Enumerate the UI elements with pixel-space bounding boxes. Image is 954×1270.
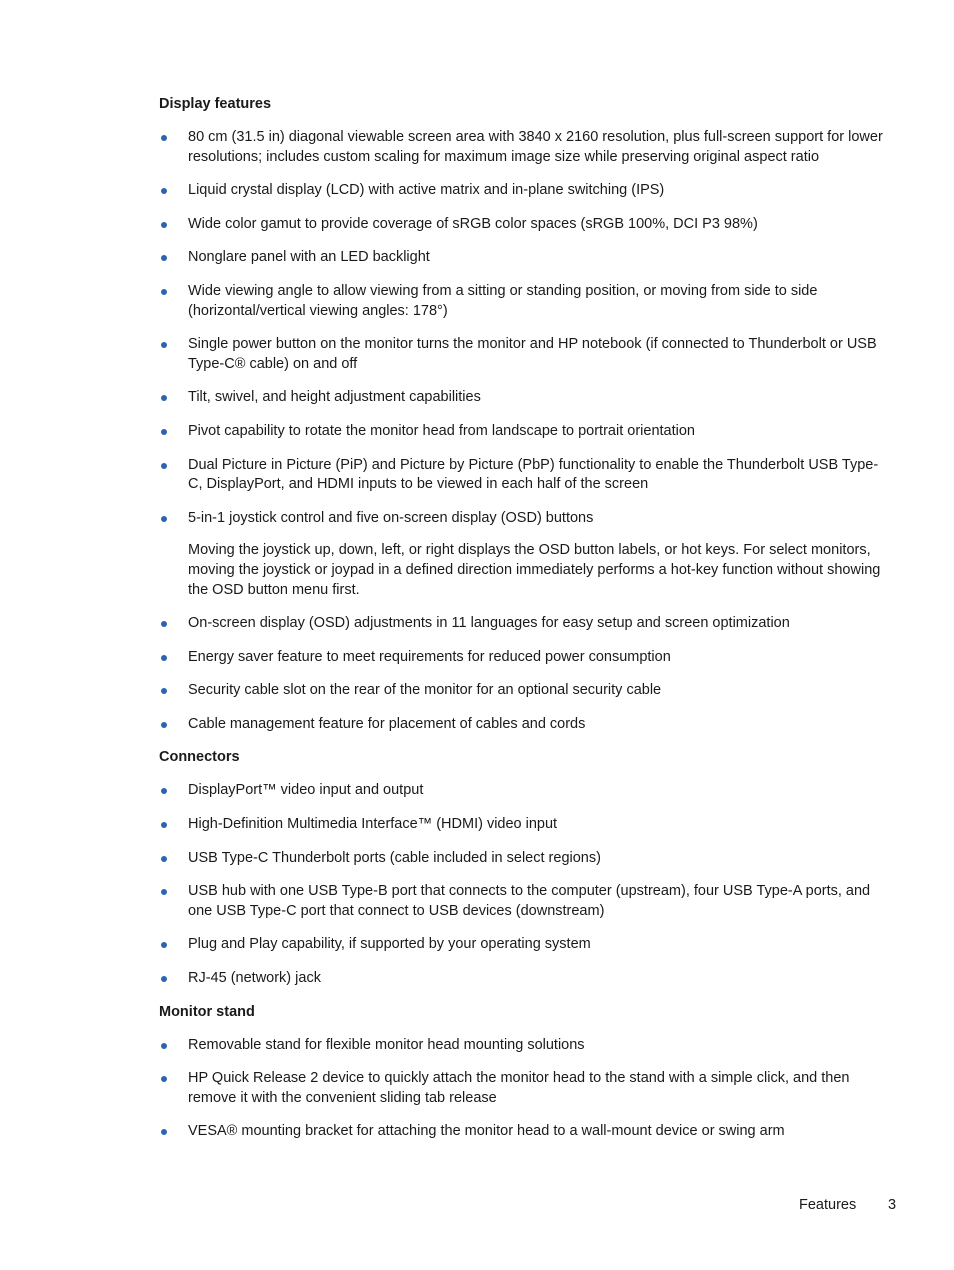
list-item [159, 1036, 889, 1056]
list-item [159, 181, 889, 201]
list-item-text: Energy saver feature to meet requirements for reduced power consumption [188, 648, 671, 665]
bullet-icon [161, 942, 167, 948]
bullet-icon [161, 429, 167, 435]
list-item [159, 128, 889, 167]
list-item-text: Security cable slot on the rear of the monitor for an optional security cable [188, 682, 662, 699]
section-heading: Monitor stand [159, 1003, 255, 1020]
list-item-text: Wide color gamut to provide coverage of sRGB color spaces (sRGB 100%, DCI P3 98%) [188, 215, 758, 232]
bullet-icon [161, 1043, 167, 1049]
list-item [159, 335, 889, 374]
list-item [159, 815, 889, 835]
bullet-icon [161, 688, 167, 694]
list-item [159, 456, 889, 495]
bullet-icon [161, 1129, 167, 1135]
list-item-text: Tilt, swivel, and height adjustment capabilities [188, 389, 481, 406]
list-item [159, 882, 889, 921]
list-item [159, 935, 889, 955]
bullet-icon [161, 788, 167, 794]
bullet-icon [161, 222, 167, 228]
bullet-list [159, 1036, 889, 1142]
list-item [159, 614, 889, 634]
list-item [159, 849, 889, 869]
list-item-text: DisplayPort™ video input and output [188, 782, 424, 799]
list-item-text: Wide viewing angle to allow viewing from a sitting or standing position, or moving from side to side (horizontal/vertical viewing angles: 178°) [188, 282, 818, 319]
footer-page-number: 3 [888, 1197, 897, 1213]
list-item [159, 969, 889, 989]
list-item [159, 215, 889, 235]
bullet-list [159, 128, 889, 734]
page-footer [0, 1196, 954, 1216]
bullet-icon [161, 722, 167, 728]
list-item [159, 681, 889, 701]
list-item [159, 248, 889, 268]
bullet-icon [161, 463, 167, 469]
bullet-icon [161, 1076, 167, 1082]
list-item-text: On-screen display (OSD) adjustments in 11 languages for easy setup and screen optimization [188, 615, 790, 632]
list-item-text: RJ-45 (network) jack [188, 970, 321, 987]
list-item-text: 80 cm (31.5 in) diagonal viewable screen area with 3840 x 2160 resolution, plus full-screen support for lower resolutions; includes custom scaling for maximum image size while preserving original aspect ratio [188, 129, 883, 165]
bullet-icon [161, 655, 167, 661]
list-item-text: USB Type-C Thunderbolt ports (cable included in select regions) [188, 849, 601, 866]
list-item [159, 648, 889, 668]
list-item-text: Dual Picture in Picture (PiP) and Picture by Picture (PbP) functionality to enable the Thunderbolt USB Type-C, DisplayPort, and HDMI inputs to be viewed in each half of the screen [188, 456, 879, 493]
bullet-icon [161, 889, 167, 895]
bullet-icon [161, 621, 167, 627]
list-item-text: Liquid crystal display (LCD) with active matrix and in-plane switching (IPS) [188, 182, 665, 199]
list-item-text: 5-in-1 joystick control and five on-screen display (OSD) buttons [188, 509, 594, 526]
list-item-text: HP Quick Release 2 device to quickly attach the monitor head to the stand with a simple click, and then remove it with the convenient sliding tab release [188, 1070, 850, 1106]
list-item [159, 422, 889, 442]
list-item [159, 1069, 889, 1108]
list-item [159, 509, 889, 600]
list-item-text: USB hub with one USB Type-B port that connects to the computer (upstream), four USB Type-A ports, and one USB Type-C port that connect to USB devices (downstream) [188, 883, 871, 919]
bullet-icon [161, 516, 167, 522]
bullet-icon [161, 255, 167, 261]
bullet-icon [161, 976, 167, 982]
list-item [159, 282, 889, 321]
list-item [159, 1122, 889, 1142]
document-page [159, 95, 889, 1156]
list-item-text: Single power button on the monitor turns the monitor and HP notebook (if connected to Thunderbolt or USB Type-C® cable) on and off [188, 336, 877, 372]
bullet-icon [161, 188, 167, 194]
bullet-icon [161, 395, 167, 401]
bullet-icon [161, 135, 167, 141]
list-item-note: Moving the joystick up, down, left, or right displays the OSD button labels, or hot keys. For select monitors, moving the joystick or joypad in a defined direction immediately performs a hot-key function without showing the OSD button menu first. [188, 542, 881, 598]
list-item [159, 781, 889, 801]
list-item-text: Pivot capability to rotate the monitor head from landscape to portrait orientation [188, 422, 695, 439]
list-item-text: VESA® mounting bracket for attaching the monitor head to a wall-mount device or swing arm [188, 1123, 785, 1140]
footer-section-label: Features [799, 1197, 857, 1213]
bullet-icon [161, 289, 167, 295]
list-item-text: Cable management feature for placement of cables and cords [188, 715, 586, 732]
section-heading: Display features [159, 96, 272, 112]
list-item [159, 715, 889, 735]
bullet-icon [161, 856, 167, 862]
bullet-icon [161, 822, 167, 828]
bullet-list [159, 781, 889, 988]
list-item-text: Nonglare panel with an LED backlight [188, 249, 430, 266]
list-item-text: Plug and Play capability, if supported by your operating system [188, 936, 591, 953]
list-item-text: High-Definition Multimedia Interface™ (HDMI) video input [188, 816, 558, 833]
list-item-text: Removable stand for flexible monitor head mounting solutions [188, 1036, 585, 1053]
list-item [159, 388, 889, 408]
bullet-icon [161, 342, 167, 348]
section-heading: Connectors [159, 749, 240, 766]
